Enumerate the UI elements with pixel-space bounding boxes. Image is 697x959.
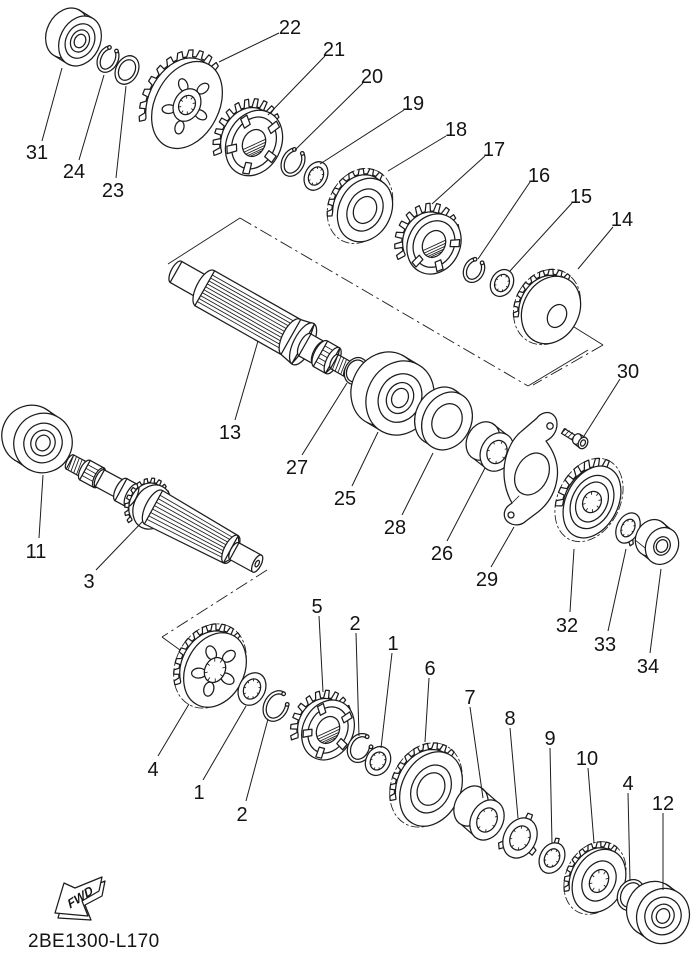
fwd-label: FWD [65, 883, 96, 912]
part-shaft-3-front [138, 487, 265, 574]
part-gear-10 [552, 831, 638, 925]
callout-1-29 [381, 633, 399, 748]
callout-number: 30 [616, 361, 640, 383]
callout-16-9 [478, 165, 550, 259]
callout-number: 32 [555, 615, 579, 637]
callout-leader-line [570, 549, 574, 612]
callout-number: 34 [636, 656, 660, 678]
callout-number: 20 [360, 66, 384, 88]
callout-number: 31 [25, 142, 49, 164]
part-washer-1b [360, 742, 395, 780]
callout-29-17 [476, 527, 514, 591]
callout-number: 14 [610, 209, 634, 231]
callout-leader-line [470, 707, 483, 798]
callout-number: 8 [504, 708, 516, 730]
callout-leader-line [650, 569, 661, 653]
callout-28-15 [384, 453, 433, 539]
callout-number: 11 [25, 541, 47, 563]
callout-leader-line [42, 68, 62, 141]
callout-leader-line [39, 475, 43, 538]
callout-9-33 [544, 728, 555, 843]
callout-leader-line [588, 768, 594, 843]
callout-23-2 [102, 86, 126, 202]
part-washer-9 [534, 838, 570, 878]
callout-leader-line [219, 33, 279, 62]
callout-leader-line [447, 468, 485, 541]
part-shaft-13 [166, 259, 355, 378]
callout-number: 28 [383, 517, 407, 539]
callout-3-23 [83, 521, 143, 593]
callout-number: 18 [444, 119, 468, 141]
callout-number: 1 [387, 633, 399, 655]
callout-leader-line [302, 383, 347, 455]
callout-19-6 [320, 93, 424, 164]
fwd-direction-arrow [55, 877, 105, 920]
axis-corner-line [168, 218, 240, 264]
callout-7-31 [464, 687, 483, 798]
callout-number: 12 [651, 793, 675, 815]
callout-leader-line [510, 728, 518, 818]
callout-8-32 [504, 708, 518, 818]
callout-number: 23 [101, 180, 125, 202]
callout-number: 25 [333, 488, 357, 510]
diagram-code: 2BE1300-L170 [28, 931, 160, 952]
callout-number: 24 [62, 161, 86, 183]
callout-number: 27 [285, 457, 309, 479]
callout-leader-line [79, 75, 104, 160]
callout-leader-line [425, 678, 429, 742]
callout-number: 26 [430, 543, 454, 565]
part-circlip-16 [463, 257, 484, 282]
callout-4-24 [147, 704, 189, 781]
axis-corner-line [162, 637, 180, 650]
axis-centerline [533, 345, 603, 385]
callout-leader-line [96, 521, 143, 570]
callout-leader-line [158, 704, 189, 756]
callout-number: 16 [527, 165, 551, 187]
callout-leader-line [388, 136, 446, 171]
callout-10-34 [576, 748, 598, 843]
callout-17-8 [432, 139, 505, 204]
part-gear-14 [501, 258, 593, 357]
callout-25-14 [334, 432, 378, 510]
callout-number: 17 [482, 139, 506, 161]
callout-leader-line [432, 156, 485, 204]
axis-corner-line [528, 350, 588, 386]
callout-leader-line [584, 379, 620, 436]
callout-6-30 [424, 658, 435, 742]
callout-5-27 [311, 596, 323, 692]
callout-leader-line [608, 549, 626, 631]
callout-leader-line [116, 86, 126, 178]
callout-number: 3 [83, 571, 95, 593]
callout-30-18 [584, 361, 639, 436]
callout-number: 15 [569, 186, 593, 208]
callout-leader-line [628, 793, 630, 881]
callout-14-11 [578, 209, 633, 269]
callout-1-25 [193, 706, 246, 804]
callout-11-22 [26, 475, 47, 563]
callout-leader-line [356, 633, 359, 736]
callout-number: 5 [311, 596, 323, 618]
parts-layer [0, 1, 697, 953]
callout-number: 10 [575, 748, 599, 770]
callout-leader-line [268, 56, 325, 115]
callout-leader-line [235, 341, 258, 420]
callout-27-13 [286, 383, 347, 479]
callout-22-3 [219, 17, 301, 62]
callout-2-26 [236, 719, 268, 826]
callout-number: 29 [475, 569, 499, 591]
callout-leader-line [381, 653, 392, 748]
callout-number: 19 [401, 93, 425, 115]
callout-leader-line [203, 706, 246, 780]
part-circlip-2a [263, 691, 289, 721]
callout-leader-line [550, 748, 552, 843]
callout-number: 13 [218, 422, 242, 444]
callout-leader-line [295, 83, 363, 150]
callout-leader-line [478, 182, 530, 259]
callout-number: 4 [147, 759, 159, 781]
callout-24-1 [63, 75, 104, 183]
part-bolt-30 [562, 429, 590, 451]
callout-15-10 [510, 186, 592, 271]
part-gear-17 [395, 203, 472, 283]
callout-leader-line [246, 719, 268, 801]
part-gear-21 [213, 99, 293, 186]
callout-21-4 [268, 39, 345, 115]
callout-33-20 [594, 549, 626, 656]
callout-number: 4 [622, 773, 634, 795]
callout-leader-line [491, 527, 514, 567]
callout-34-21 [637, 569, 661, 678]
callout-number: 22 [278, 17, 302, 39]
callout-12-36 [652, 793, 674, 890]
callout-leader-line [352, 432, 378, 486]
callout-number: 9 [544, 728, 556, 750]
callout-leader-line [510, 203, 572, 271]
part-stopper-plate-29 [504, 413, 558, 525]
callout-26-16 [431, 468, 485, 565]
callout-leader-line [578, 227, 613, 269]
callout-18-7 [388, 119, 467, 171]
callout-number: 2 [349, 613, 361, 635]
callout-number: 2 [236, 804, 248, 826]
part-gear-22 [138, 49, 237, 160]
callout-number: 1 [193, 782, 205, 804]
callout-leader-line [402, 453, 433, 515]
part-circlip-20 [281, 148, 305, 177]
callout-13-12 [219, 341, 258, 444]
callout-number: 21 [322, 39, 346, 61]
part-washer-15 [486, 266, 518, 301]
callout-number: 7 [464, 687, 476, 709]
callout-number: 6 [424, 658, 436, 680]
callout-32-19 [556, 549, 578, 637]
callout-31-0 [26, 68, 62, 164]
callout-leader-line [319, 616, 323, 692]
callout-number: 33 [593, 634, 617, 656]
callout-20-5 [295, 66, 383, 150]
callout-leader-line [320, 110, 404, 164]
